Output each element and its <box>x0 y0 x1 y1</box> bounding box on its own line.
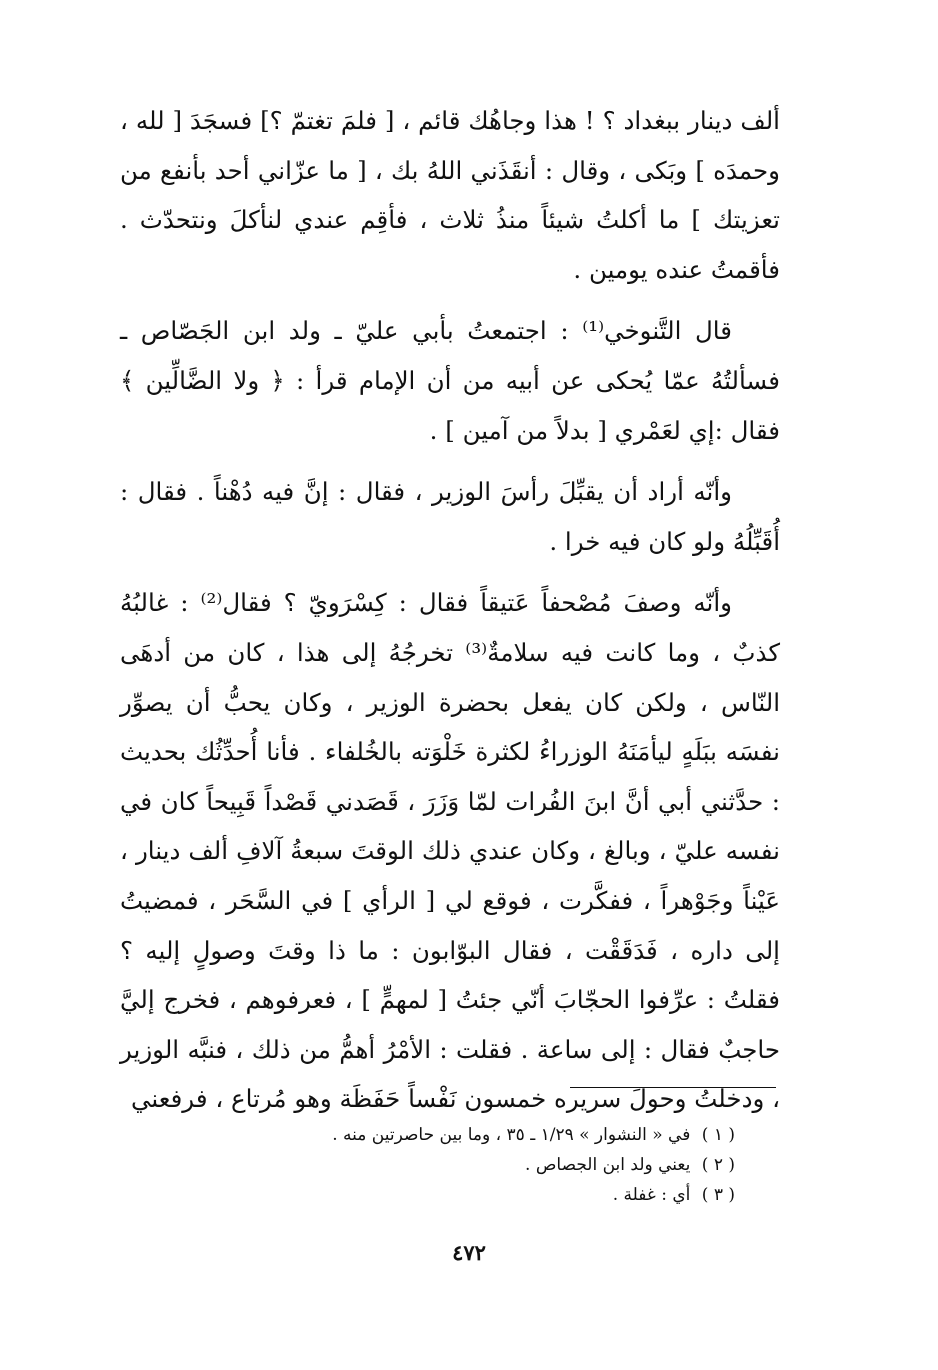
page-number: ٤٧٢ <box>452 1240 486 1265</box>
footnote-1 <box>200 1120 735 1150</box>
footnote-2 <box>200 1150 735 1180</box>
footnote-text: أي : غفلة . <box>612 1185 691 1205</box>
footnote-3 <box>200 1180 735 1210</box>
footnote-number: ( ٢ ) <box>701 1155 735 1175</box>
footnote-number: ( ٣ ) <box>701 1185 735 1205</box>
footnote-text: يعني ولد ابن الجصاص . <box>525 1155 691 1175</box>
footnote-text: في « النشوار » ١/٢٩ ـ ٣٥ ، وما بين حاصرتين منه . <box>332 1125 691 1145</box>
footnote-divider <box>570 1087 776 1088</box>
paragraph-3: وأنّه أراد أن يقبِّلَ رأسَ الوزير ، فقال : إنَّ فيه دُهْناً . فقال : أُقَبِّلُهُ ولو كان فيه خرا . <box>120 477 780 556</box>
paragraph-2: قال التَّنوخي⁽¹⁾ : اجتمعتُ بأبي عليّ ـ ولد ابن الجَصّاص ـ فسألتُهُ عمّا يُحكى عن أبيه من أن الإمام قرأ : ﴿ ولا الضَّالِّين ﴾ فقال :إي لعَمْري [ بدلاً من آمين ] . <box>120 316 780 445</box>
footnotes <box>200 1120 735 1210</box>
main-text <box>120 96 780 1136</box>
paragraph-1: ألف دينار ببغداد ؟ ! هذا وجاهُك قائم ، [ فلمَ تغتمّ ؟] فسجَدَ [ لله ، وحمدَه ] وبَكى ، وقال : أنقَذَني اللهُ بك ، [ ما عزّاني أحد بأنفع من تعزيتك ] ما أكلتُ شيئاً منذُ ثلاث ، فأقِم عندي لنأكلَ ونتحدّث . فأقمتُ عنده يومين . <box>120 106 780 284</box>
paragraph-4: وأنّه وصفَ مُصْحفاً عَتيقاً فقال : كِسْرَويّ ؟ فقال⁽²⁾ : غالبُهُ كذبٌ ، وما كانت فيه سلامةٌ⁽³⁾ تخرجُهُ إلى هذا ، كان من أدهَى النّاس ، ولكن كان يفعل بحضرة الوزير ، وكان يحبُّ أن يصوِّر نفسَه ببَلَهٍ ليأمَنَهُ الوزراءُ لكثرة خَلْوَته بالخُلفاء . فأنا أُحدِّثُك بحديث : حدَّثني أبي أنَّ ابنَ الفُرات لمّا وَزَرَ ، قَصَدني قَصْداً قَبِيحاً كان في نفسه عليّ ، وبالغ ، وكان عندي ذلك الوقتَ سبعةُ آلافِ ألف دينار ، عَيْناً وجَوْهراً ، ففكَّرت ، فوقع لي [ الرأي ] في السَّحَر ، فمضيتُ إلى داره ، فَدَقَقْت ، فقال البوّابون : ما ذا وقتَ وصولٍ إليه ؟ فقلتُ : عرِّفوا الحجّابَ أنّي جئتُ [ لمهمٍّ ] ، فعرفوهم ، فخرج إليَّ حاجبٌ فقال : إلى ساعة . فقلت : الأمْرُ أهمُّ من ذلك ، فنبَّه الوزير ، ودخلتُ وحولَ سريره خمسون نَفْساً حَفَظَة وهو مُرتاع ، فرفعني <box>120 588 780 1114</box>
footnote-number: ( ١ ) <box>701 1125 735 1145</box>
